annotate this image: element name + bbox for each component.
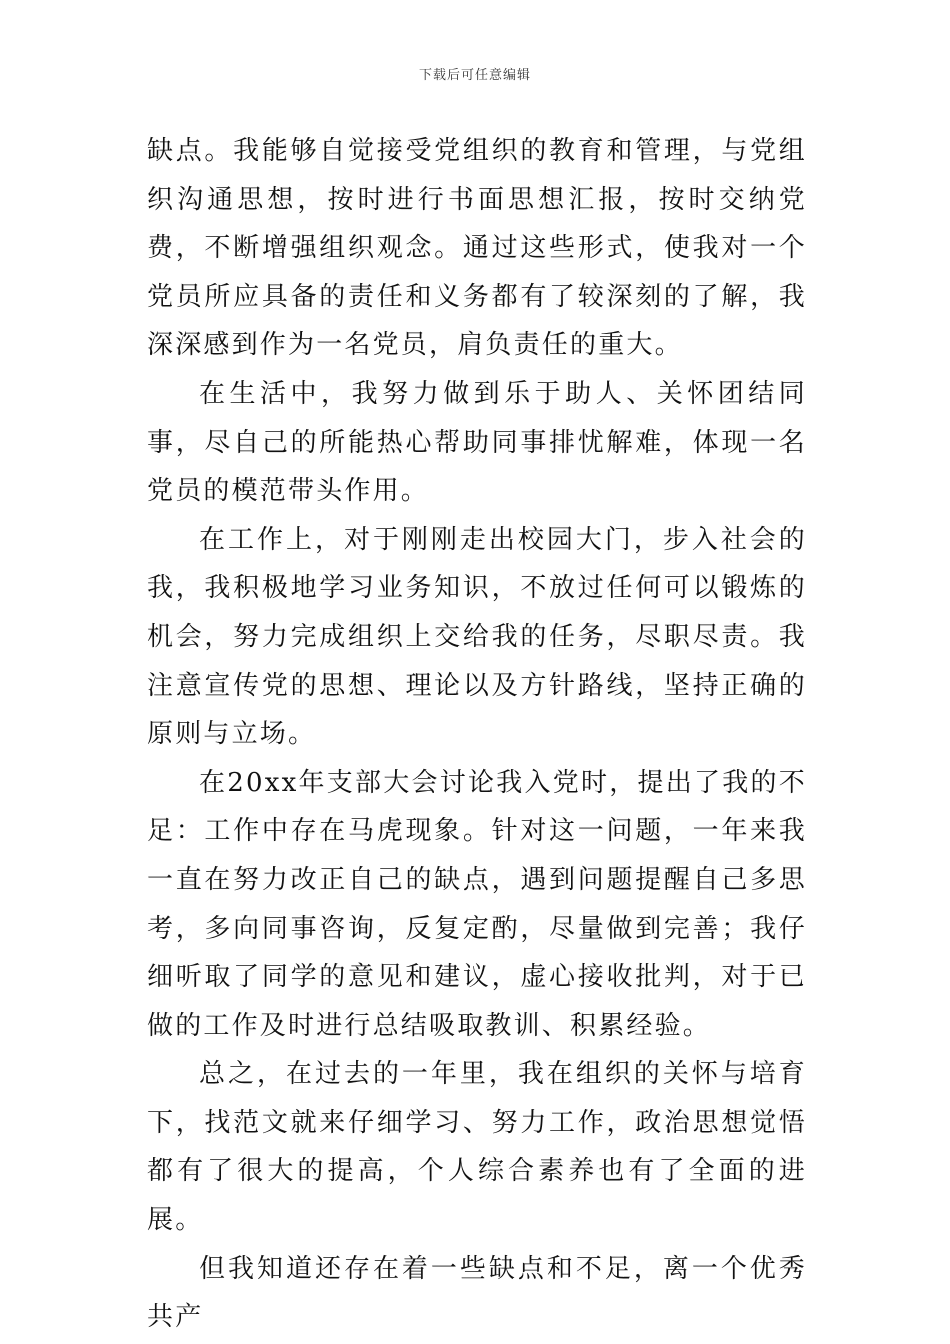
paragraph-3: 在工作上，对于刚刚走出校园大门，步入社会的我，我积极地学习业务知识，不放过任何可以锻炼的机会，努力完成组织上交给我的任务，尽职尽责。我注意宣传党的思想、理论以及方针路线，坚持正确的原则与立场。: [147, 524, 807, 750]
paragraph-1: 缺点。我能够自觉接受党组织的教育和管理，与党组织沟通思想，按时进行书面思想汇报，按时交纳党费，不断增强组织观念。通过这些形式，使我对一个党员所应具备的责任和义务都有了较深刻的了解，我深深感到作为一名党员，肩负责任的重大。: [147, 136, 807, 361]
paragraph-6: 但我知道还存在着一些缺点和不足，离一个优秀共产: [147, 1253, 807, 1333]
paragraph-4: 在20xx年支部大会讨论我入党时，提出了我的不足：工作中存在马虎现象。针对这一问题，一年来我一直在努力改正自己的缺点，遇到问题提醒自己多思考，多向同事咨询，反复定酌，尽量做到完善；我仔细听取了同学的意见和建议，虚心接收批判，对于已做的工作及时进行总结吸取教训、积累经验。: [147, 767, 807, 1041]
document-body: [147, 127, 807, 1342]
paragraph-2: 在生活中，我努力做到乐于助人、关怀团结同事，尽自己的所能热心帮助同事排忧解难，体现一名党员的模范带头作用。: [147, 378, 807, 507]
paragraph-5: 总之，在过去的一年里，我在组织的关怀与培育下，找范文就来仔细学习、努力工作，政治思想觉悟都有了很大的提高，个人综合素养也有了全面的进展。: [147, 1059, 807, 1236]
page-header: 下载后可任意编辑: [418, 68, 531, 83]
